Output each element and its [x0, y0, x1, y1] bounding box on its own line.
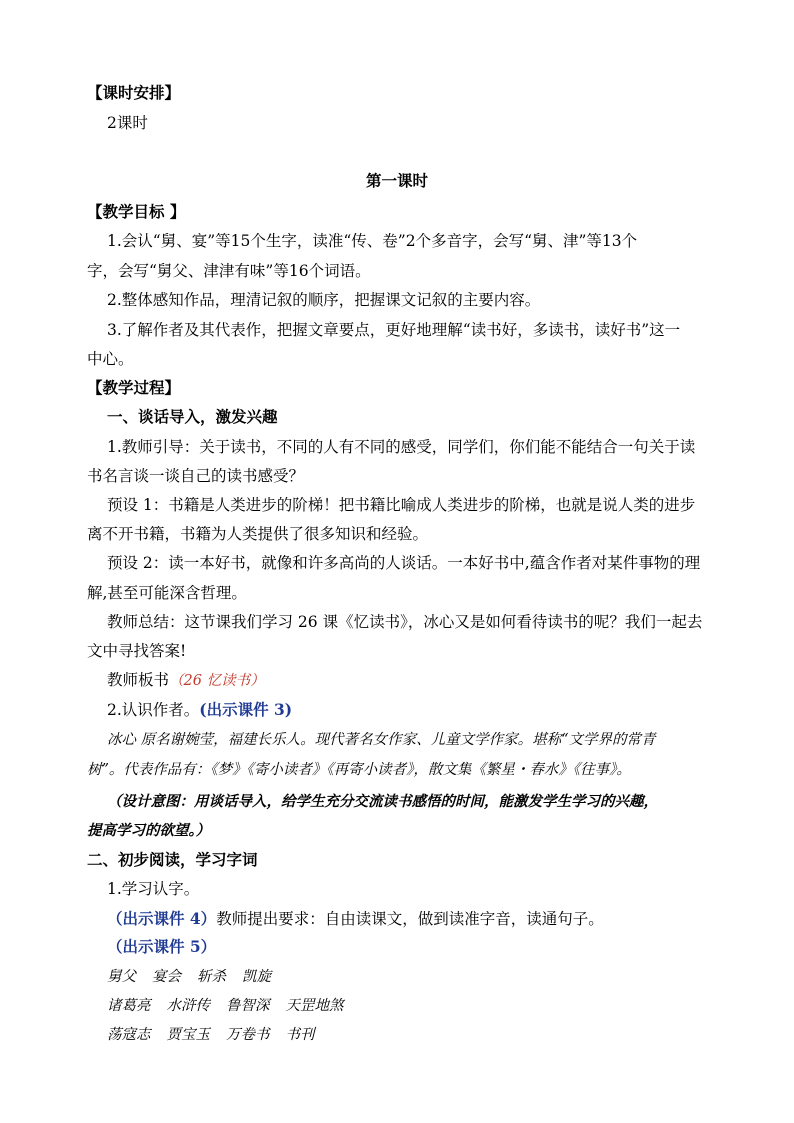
part2-title: 二、初步阅读，学习字词: [87, 850, 258, 869]
board-content: （26 忆读书）: [169, 673, 265, 689]
courseware-5-ref: （出示课件 5）: [107, 937, 217, 956]
lesson-title: 第一课时: [365, 171, 428, 190]
word: 鲁智深: [226, 998, 270, 1014]
preset1-line-2: 离不开书籍，书籍为人类提供了很多知识和经验。: [87, 525, 429, 543]
design-intent-line-2: 提高学习的欲望。）: [87, 822, 211, 839]
goal-3-line-1: 3.了解作者及其代表作，把握文章要点，更好地理解“读书好，多读书，读好书”这一: [107, 321, 681, 339]
preset1-line-1: 预设 1：书籍是人类进步的阶梯！把书籍比喻成人类进步的阶梯，也就是说人类的进步: [107, 496, 696, 514]
word-row-1: [107, 967, 287, 987]
word: 诸葛亮: [107, 998, 151, 1014]
word: 凯旋: [242, 969, 271, 985]
author-bio-line-2: 树”。代表作品有：《梦》《寄小读者》《再寄小读者》，散文集《繁星・春水》《往事》。: [87, 762, 631, 778]
word-row-3: [107, 1025, 331, 1045]
p4-text: 教师提出要求：自由读课文，做到读准字音，读通句子。: [216, 910, 604, 928]
board-line: [107, 670, 265, 691]
p3: 1.学习认字。: [107, 880, 200, 898]
p4-line: [107, 909, 604, 929]
word: 斩杀: [197, 969, 226, 985]
word: 舅父: [107, 969, 136, 985]
word: 宴会: [152, 969, 181, 985]
author-intro-label: 2.认识作者。: [107, 701, 200, 719]
word: 天罡地煞: [285, 998, 344, 1014]
author-bio-line-1: 冰心 原名谢婉莹，福建长乐人。现代著名女作家、儿童文学作家。堪称“文学界的常青: [107, 732, 656, 748]
word: 书刊: [285, 1027, 315, 1043]
goal-2: 2.整体感知作品，理清记叙的顺序，把握课文记叙的主要内容。: [107, 291, 541, 309]
courseware-4-ref: （出示课件 4）: [107, 909, 217, 928]
board-label: 教师板书: [107, 671, 170, 689]
courseware-3-ref: (出示课件 3): [199, 700, 293, 719]
word: 万卷书: [226, 1027, 270, 1043]
schedule-value: 2课时: [107, 114, 148, 132]
p1-line-2: 书名言谈一谈自己的读书感受？: [87, 467, 305, 485]
goal-1-line-1: 1.会认“舅、宴”等15个生字，读准“传、卷”2个多音字，会写“舅、津”等13个: [107, 232, 638, 250]
word-row-2: [107, 996, 360, 1016]
summary-line-2: 文中寻找答案!: [87, 642, 187, 660]
goal-1-line-2: 字，会写“舅父、津津有味”等16个词语。: [87, 262, 371, 280]
word: 水浒传: [166, 998, 210, 1014]
schedule-heading: 【课时安排】: [87, 83, 181, 102]
goals-heading: 【教学目标 】: [87, 202, 186, 221]
preset2-line-1: 预设 2：读一本好书，就像和许多高尚的人谈话。一本好书中,蕴含作者对某件事物的理: [107, 554, 701, 572]
p1-line-1: 1.教师引导：关于读书，不同的人有不同的感受，同学们，你们能不能结合一句关于读: [107, 438, 696, 456]
process-heading: 【教学过程】: [87, 378, 181, 397]
word: 荡寇志: [107, 1027, 151, 1043]
goal-3-line-2: 中心。: [87, 350, 134, 368]
design-intent-line-1: （设计意图：用谈话导入，给学生充分交流读书感悟的时间，能激发学生学习的兴趣，: [107, 793, 658, 810]
preset2-line-2: 解,甚至可能深含哲理。: [87, 584, 247, 602]
author-intro-line: [107, 700, 292, 720]
word: 贾宝玉: [166, 1027, 210, 1043]
part1-title: 一、谈话导入，激发兴趣: [107, 407, 278, 426]
summary-line-1: 教师总结：这节课我们学习 26 课《忆读书》，冰心又是如何看待读书的呢？我们一起去: [107, 613, 703, 631]
